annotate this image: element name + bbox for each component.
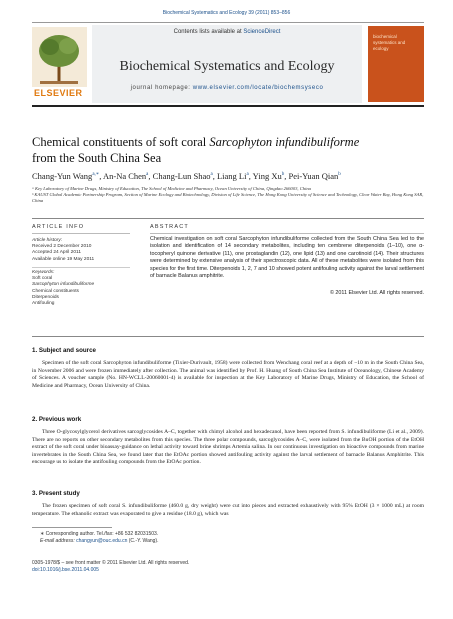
divider xyxy=(32,218,424,219)
contents-prefix: Contents lists available at xyxy=(173,29,244,35)
title-species: Sarcophyton infundibuliforme xyxy=(209,135,360,149)
homepage-prefix: journal homepage: xyxy=(130,85,193,91)
header-bottom-rule xyxy=(32,105,424,107)
email-suffix: (C.-Y. Wang). xyxy=(127,537,159,544)
divider xyxy=(32,336,424,337)
footnote xyxy=(32,531,424,544)
keyword: Soft coral xyxy=(32,276,53,282)
footnote-divider xyxy=(32,527,112,528)
title-part1: Chemical constituents of soft coral xyxy=(32,135,210,149)
divider xyxy=(32,233,130,234)
author-sup[interactable]: a xyxy=(246,172,249,178)
article-info-heading: ARTICLE INFO xyxy=(32,224,85,230)
abstract-copyright: © 2011 Elsevier Ltd. All rights reserved. xyxy=(329,290,424,296)
keyword: Chemical constituents xyxy=(32,288,79,294)
section-heading: 2. Previous work xyxy=(32,416,82,423)
journal-cover-thumbnail[interactable] xyxy=(368,26,424,102)
journal-header xyxy=(32,22,424,106)
issn-line: 0305-1978/$ – see front matter © 2011 Elsevier Ltd. All rights reserved. xyxy=(32,560,190,566)
history-online: Available online 19 May 2011 xyxy=(32,256,95,262)
section-body: Three O-glycosylglycerol derivatives sarcoglycosides A–C, together with chimyl alcohol and hexadecanol, have been reported from S. infundibuliforme (Li et al., 2009). There are no reports on other secondary metabolites from this species. The three polar compounds, sarcoglycosides A–C, were isolated from the BuOH portion of the EtOH extract of the soft coral under bioassay-guidance on lethal activity toward brine shrimps Artemia salina. In our continuous investigation on bioactive compounds from marine invertebrates in the South China Sea, we found later that the EtOAc portion showed antifouling activity against the larval settlement of barnacle Balanus Amphitrite. This encourage us to isolate the antifouling compounds from the EtOAc portion. xyxy=(32,429,424,466)
homepage-line xyxy=(92,85,362,91)
keywords-label: Keywords: xyxy=(32,270,55,275)
keyword: Antifouling xyxy=(32,301,55,307)
doi-link[interactable]: doi:10.1016/j.bse.2011.04.005 xyxy=(32,566,99,573)
affiliations xyxy=(32,186,424,205)
article-title xyxy=(32,134,424,166)
author-name[interactable]: Chang-Yun Wang xyxy=(32,171,93,181)
article-history xyxy=(32,238,130,263)
sciencedirect-link[interactable]: ScienceDirect xyxy=(243,29,281,35)
homepage-link[interactable]: www.elsevier.com/locate/biochemsyseco xyxy=(192,85,324,91)
history-received: Received 2 December 2010 xyxy=(32,244,92,250)
author-name[interactable]: Pei-Yuan Qian xyxy=(288,171,339,181)
author-name[interactable]: Chang-Lun Shao xyxy=(152,171,211,181)
contents-line xyxy=(92,29,362,35)
history-label: Article history: xyxy=(32,238,63,243)
author-name[interactable]: An-Na Chen xyxy=(102,171,147,181)
divider xyxy=(32,267,130,268)
author-sup[interactable]: b xyxy=(338,172,341,178)
abstract-heading: ABSTRACT xyxy=(150,224,189,230)
journal-reference[interactable]: Biochemical Systematics and Ecology 39 (2011) 853–856 xyxy=(162,10,291,16)
author-list: Chang-Yun Wang$^{a,∗}$, An-Na Chen$^a$, Chang-Lun Shao$^a$, Liang Li$^a$, Ying Xu$^b$, Pei-Yuan Qian$^b$ xyxy=(32,171,341,181)
section-body: The frozen specimen of soft coral S. infundibuliforme (460.0 g, dry weight) were cut into pieces and extracted exhaustively with 95% EtOH (3 × 1000 mL) at room temperature. The ethanolic extract was evaporated to give a residue (18.0 g), which was xyxy=(32,503,424,517)
front-matter xyxy=(32,560,424,573)
keyword: Sarcophyton infundibuliforme xyxy=(32,282,95,288)
author-name[interactable]: Ying Xu xyxy=(252,171,282,181)
corresponding-author: ∗ Corresponding author. Tel./fax: +86 532 82031503. xyxy=(40,531,159,537)
affiliation-a: ᵃ Key Laboratory of Marine Drugs, Ministry of Education, The School of Medicine and Pharmacy, Ocean University of China, Qingdao 266003, China xyxy=(32,186,311,191)
author-sup[interactable]: a,∗ xyxy=(92,172,100,178)
header-top-rule xyxy=(32,22,424,23)
journal-masthead xyxy=(92,25,362,103)
email-label: E-mail address: xyxy=(40,537,77,544)
affiliation-b: ᵇ KAUST Global Academic Partnership Program, Section of Marine Ecology and Biotechnology, Division of Life Science, The Hong Kong University of Science and Technology, Clear Water Bay, Hong Kong SAR, China xyxy=(32,192,424,204)
author-sup[interactable]: a xyxy=(210,172,213,178)
abstract-text: Chemical investigation on soft coral Sarcophyton infundibuliforme collected from the South China Sea led to the isolation and identification of 14 secondary metabolites, including ten cembrene diterpenoids (1–10), one α-tocopheryl quinone derivative (11), one prostaglandin (12), one lipid (13) and one carotinoid (14). Their structures were determined by extensive analysis of their spectroscopic data. All of these metabolites were isolated from this species for the first time. Diterpenoids 1, 2, 7 and 10 showed potent antifouling activity against the larval settlement of barnacle Balanus amphitrite. xyxy=(150,236,424,280)
keywords xyxy=(32,270,130,307)
section-body: Specimen of the soft coral Sarcophyton infundibuliforme (Tixier-Durivault, 1958) were collected from Wenchang coral reef at a depth of −10 m in the South China Sea, in November 2006 and were frozen immediately after collection. The animal was identified by Prof. H. Huang of South China Sea Institute of Oceanology, Chinese Academy of Sciences. A voucher sample (No. HN-WCLL-20060001-4) is available for inspection at the Key Laboratory of Marine Drugs, Ministry of Education, the School of Medicine and Pharmacy, Ocean University of China. xyxy=(32,360,424,389)
divider xyxy=(150,233,424,234)
section-heading: 1. Subject and source xyxy=(32,347,96,354)
author-sup[interactable]: b xyxy=(281,172,285,178)
section-heading: 3. Present study xyxy=(32,490,80,497)
cover-title: biochemical systematics and ecology xyxy=(373,34,406,51)
email-link[interactable]: changyun@ouc.edu.cn xyxy=(76,537,128,544)
author-sup[interactable]: a xyxy=(146,172,149,178)
elsevier-wordmark: ELSEVIER xyxy=(34,88,83,98)
journal-title: Biochemical Systematics and Ecology xyxy=(119,59,335,74)
title-part2: from the South China Sea xyxy=(32,151,162,165)
keyword: Diterpenoids xyxy=(32,294,59,300)
history-accepted: Accepted 24 April 2011 xyxy=(32,250,81,256)
author-name[interactable]: Liang Li xyxy=(216,171,247,181)
email-line xyxy=(32,538,424,545)
